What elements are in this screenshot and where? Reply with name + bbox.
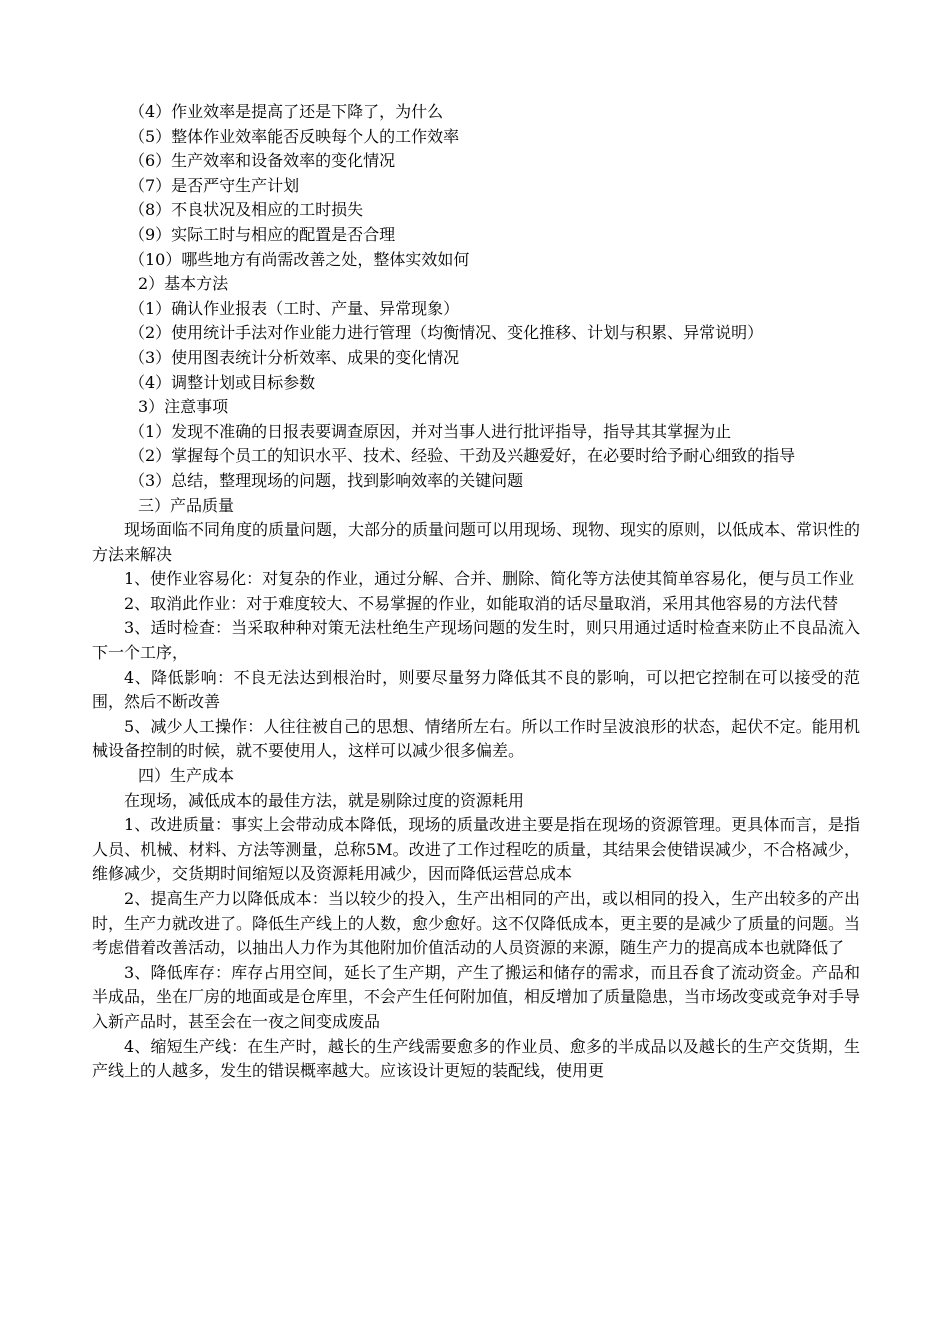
paragraph-cost-2: 2、提高生产力以降低成本：当以较少的投入，生产出相同的产出，或以相同的投入，生产出较多的产出时，生产力就改进了。降低生产线上的人数，愈少愈好。这不仅降低成本，更主要的是减少了质量的问题。当考虑借着改善活动，以抽出人力作为其他附加价值活动的人员资源的来源，随生产力的提高成本也就降低了 (92, 889, 861, 958)
paragraph-quality-1: 1、使作业容易化：对复杂的作业，通过分解、合并、删除、简化等方法使其简单容易化，便与员工作业 (124, 569, 855, 589)
subheading-basic-methods: 2）基本方法 (138, 274, 229, 294)
document-page (92, 100, 860, 1084)
section-heading-product-quality: 三）产品质量 (138, 495, 235, 515)
paragraph-efficiency-item-6: （6）生产效率和设备效率的变化情况 (129, 151, 396, 171)
paragraph-note-item-3: （3）总结，整理现场的问题，找到影响效率的关键问题 (129, 470, 524, 490)
section-heading-production-cost: 四）生产成本 (138, 766, 235, 786)
paragraph-quality-2: 2、取消此作业：对于难度较大、不易掌握的作业，如能取消的话尽量取消，采用其他容易的方法代替 (124, 593, 839, 613)
paragraph-cost-intro: 在现场，减低成本的最佳方法，就是剔除过度的资源耗用 (124, 790, 525, 810)
paragraph-efficiency-item-5: （5）整体作业效率能否反映每个人的工作效率 (129, 126, 460, 146)
paragraph-note-item-2: （2）掌握每个员工的知识水平、技术、经验、干劲及兴趣爱好，在必要时给予耐心细致的指导 (129, 446, 796, 466)
paragraph-method-item-3: （3）使用图表统计分析效率、成果的变化情况 (129, 347, 460, 367)
paragraph-method-item-2: （2）使用统计手法对作业能力进行管理（均衡情况、变化推移、计划与积累、异常说明） (129, 323, 764, 343)
paragraph-note-item-1: （1）发现不准确的日报表要调查原因，并对当事人进行批评指导，指导其其掌握为止 (129, 421, 732, 441)
paragraph-efficiency-item-10: （10）哪些地方有尚需改善之处，整体实效如何 (129, 249, 470, 269)
paragraph-quality-3: 3、适时检查：当采取种种对策无法杜绝生产现场问题的发生时，则只用通过适时检查来防止不良品流入下一个工序， (92, 618, 860, 663)
paragraph-quality-5: 5、减少人工操作：人往往被自己的思想、情绪所左右。所以工作时呈波浪形的状态，起伏不定。能用机械设备控制的时候，就不要使用人，这样可以减少很多偏差。 (92, 716, 860, 761)
paragraph-method-item-1: （1）确认作业报表（工时、产量、异常现象） (129, 298, 460, 318)
paragraph-efficiency-item-4: （4）作业效率是提高了还是下降了，为什么 (129, 102, 444, 121)
paragraph-method-item-4: （4）调整计划或目标参数 (129, 372, 316, 392)
paragraph-quality-intro: 现场面临不同角度的质量问题，大部分的质量问题可以用现场、现物、现实的原则，以低成本、常识性的方法来解决 (92, 520, 861, 564)
paragraph-efficiency-item-8: （8）不良状况及相应的工时损失 (129, 200, 364, 220)
paragraph-efficiency-item-7: （7）是否严守生产计划 (129, 175, 300, 195)
subheading-notes: 3）注意事项 (138, 397, 229, 417)
paragraph-cost-3: 3、降低库存：库存占用空间，延长了生产期，产生了搬运和储存的需求，而且吞食了流动资金。产品和半成品，坐在厂房的地面或是仓库里，不会产生任何附加值，相反增加了质量隐患，当市场改变或竞争对手导入新产品时，甚至会在一夜之间变成废品 (92, 962, 861, 1031)
paragraph-efficiency-item-9: （9）实际工时与相应的配置是否合理 (129, 224, 396, 244)
paragraph-quality-4: 4、降低影响：不良无法达到根治时，则要尽量努力降低其不良的影响，可以把它控制在可以接受的范围，然后不断改善 (92, 667, 860, 712)
paragraph-cost-4: 4、缩短生产线：在生产时，越长的生产线需要愈多的作业员、愈多的半成品以及越长的生产交货期，生产线上的人越多，发生的错误概率越大。应该设计更短的装配线，使用更 (92, 1036, 860, 1081)
paragraph-cost-1: 1、改进质量：事实上会带动成本降低，现场的质量改进主要是指在现场的资源管理。更具体而言，是指人员、机械、材料、方法等测量，总称5M。改进了工作过程吃的质量，其结果会使错误减少，不合格减少，维修减少，交货期时间缩短以及资源耗用减少，因而降低运营总成本 (92, 815, 860, 884)
